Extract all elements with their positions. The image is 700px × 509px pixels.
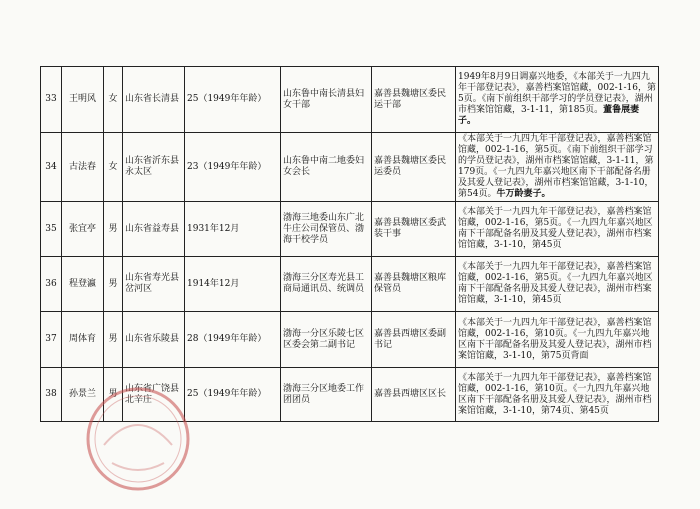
sex-cell: 女 [104,67,123,133]
source-text: 《本部关于一九四九年干部登记表》，嘉善档案馆馆藏，002-1-16，第10页。《一九四九年嘉兴地区南下干部配备名册及其爱人登记表》，湖州市档案馆馆藏，3-1-10，第75页背面 [458,317,652,361]
new-post-cell: 嘉善县魏塘区粮库保管员 [372,257,456,312]
source-text: 《本部关于一九四九年干部登记表》，嘉善档案馆馆藏，002-1-16，第5页。《南下前组织干部学习的学员登记表》，湖州市档案馆馆藏，3-1-11，第179页。《一九四九年嘉兴地区南下干部配备名册及其爱人登记表》，湖州市档案馆馆藏，3-1-10，第54页。 [458,134,654,199]
origin-cell: 山东省寿光县岔河区 [123,257,185,312]
previous-post-cell: 渤海三分区寿光县工商局通讯员、统调员 [281,257,372,312]
origin-cell: 山东省沂东县永太区 [123,133,185,202]
person-name: 孙景兰 [62,368,104,422]
previous-post-cell: 渤海三地委山东广北牛庄公司保管员、渤海干校学员 [281,202,372,257]
sex-cell: 男 [104,368,123,422]
table-row [41,368,659,422]
person-name: 古法春 [62,133,104,202]
previous-post-cell: 渤海三分区地委工作团团员 [281,368,372,422]
table-row [41,202,659,257]
birth-age-cell: 1931年12月 [185,202,281,257]
table-row [41,312,659,368]
source-cell [456,257,659,312]
row-number: 38 [41,368,62,422]
table-row [41,67,659,133]
birth-age-cell: 23（1949年年龄） [185,133,281,202]
row-number: 36 [41,257,62,312]
new-post-cell: 嘉善县魏塘区委武装干事 [372,202,456,257]
birth-age-cell: 1914年12月 [185,257,281,312]
previous-post-cell: 渤海一分区乐陵七区区委会第二副书记 [281,312,372,368]
source-text: 《本部关于一九四九年干部登记表》，嘉善档案馆馆藏，002-1-16，第5页。《一九四九年嘉兴地区南下干部配备名册及其爱人登记表》，湖州市档案馆馆藏，3-1-10，第45页 [458,207,653,250]
person-name: 张宜亭 [62,202,104,257]
sex-cell: 男 [104,257,123,312]
source-cell [456,312,659,368]
source-text: 《本部关于一九四九年干部登记表》，嘉善档案馆馆藏，002-1-16，第5页。《一九四九年嘉兴地区南下干部配备名册及其爱人登记表》，湖州市档案馆馆藏，3-1-10，第45页 [458,262,653,305]
sex-cell: 女 [104,133,123,202]
source-text: 《本部关于一九四九年干部登记表》，嘉善档案馆馆藏，002-1-16，第10页。《一九四九年嘉兴地区南下干部配备名册及其爱人登记表》，湖州市档案馆馆藏，3-1-10，第74页、第45页 [458,372,652,416]
origin-cell: 山东省广饶县北辛庄 [123,368,185,422]
origin-cell: 山东省乐陵县 [123,312,185,368]
person-name: 周体育 [62,312,104,368]
new-post-cell: 嘉善县西塘区委副书记 [372,312,456,368]
new-post-cell: 嘉善县魏塘区委民运委员 [372,133,456,202]
sex-cell: 男 [104,202,123,257]
table-row [41,257,659,312]
birth-age-cell: 25（1949年年龄） [185,368,281,422]
source-cell [456,202,659,257]
person-name: 程登瀛 [62,257,104,312]
spouse-note: 董鲁展妻子。 [458,105,640,126]
person-name: 王明风 [62,67,104,133]
row-number: 33 [41,67,62,133]
previous-post-cell: 山东鲁中南长清县妇女干部 [281,67,372,133]
origin-cell: 山东省益寿县 [123,202,185,257]
cadre-table [40,66,659,422]
sex-cell: 男 [104,312,123,368]
row-number: 34 [41,133,62,202]
row-number: 37 [41,312,62,368]
new-post-cell: 嘉善县魏塘区委民运干部 [372,67,456,133]
new-post-cell: 嘉善县西塘区区长 [372,368,456,422]
previous-post-cell: 山东鲁中南二地委妇女会长 [281,133,372,202]
row-number: 35 [41,202,62,257]
source-cell [456,368,659,422]
source-cell [456,67,659,133]
origin-cell: 山东省长清县 [123,67,185,133]
birth-age-cell: 25（1949年年龄） [185,67,281,133]
table-row [41,133,659,202]
birth-age-cell: 28（1949年年龄） [185,312,281,368]
spouse-note: 牛万龄妻子。 [496,189,551,199]
source-cell [456,133,659,202]
source-text: 1949年8月9日调嘉兴地委，《本部关于一九四九年干部登记表》，嘉善档案馆馆藏，002-1-16，第5页。《南下前组织干部学习的学员登记表》，湖州市档案馆馆藏，3-1-11，第185页。 [458,72,656,115]
